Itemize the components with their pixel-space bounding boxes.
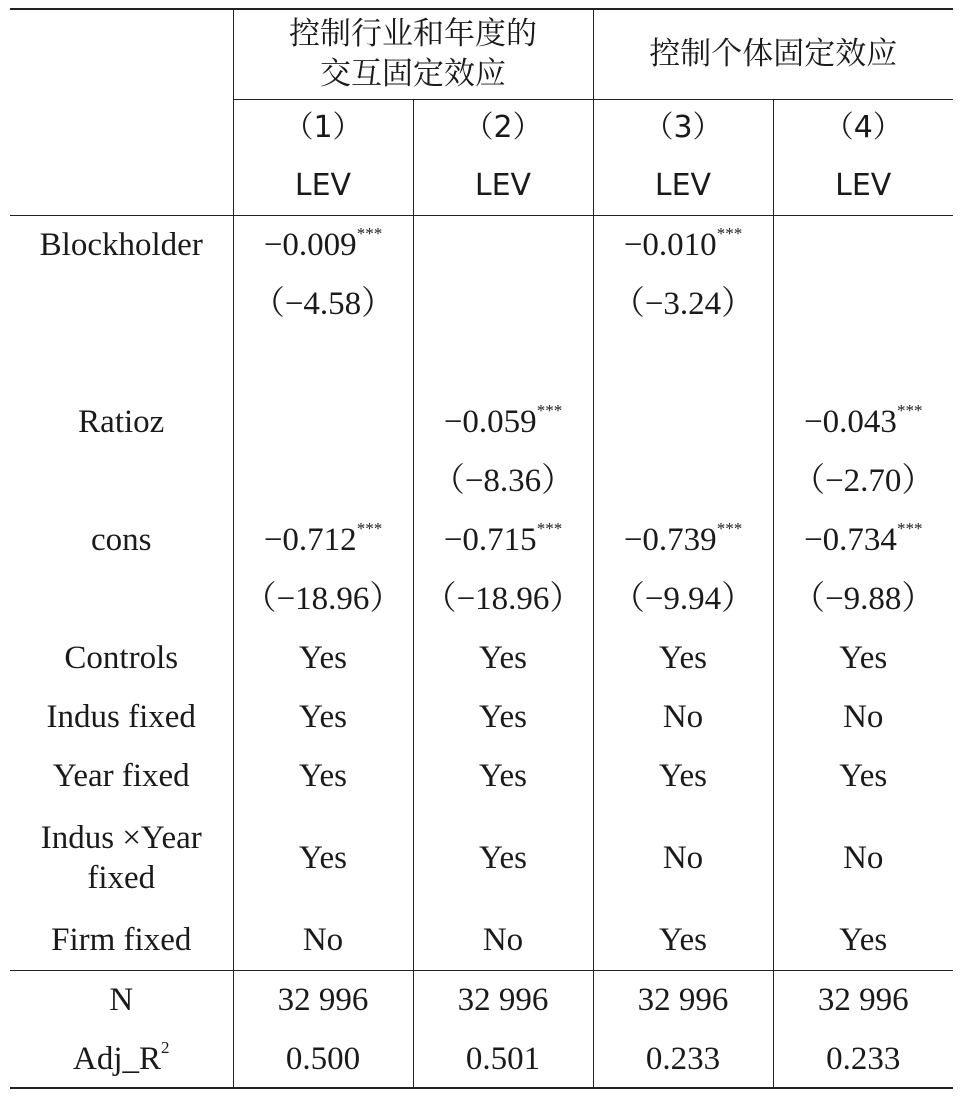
cell: −0.734***	[773, 510, 953, 569]
table-row	[10, 274, 953, 333]
cell: Yes	[773, 911, 953, 970]
column-header-1: （1）	[233, 99, 413, 157]
cell: Yes	[413, 805, 593, 911]
cell: （−9.88）	[773, 569, 953, 628]
table-row	[10, 1030, 953, 1088]
cell: （−9.94）	[593, 569, 773, 628]
row-label-controls: Controls	[64, 639, 179, 676]
cell: 0.233	[593, 1030, 773, 1088]
cell: （−8.36）	[413, 451, 593, 510]
cell: Yes	[593, 628, 773, 687]
header-group-1-line2: 交互固定效应	[320, 56, 506, 93]
header-group-1	[233, 9, 593, 99]
cell: −0.010***	[593, 215, 773, 274]
table-row	[10, 569, 953, 628]
row-label-blockholder: Blockholder	[39, 226, 203, 263]
cell: Yes	[593, 746, 773, 805]
table-row	[10, 970, 953, 1030]
row-label-year-fixed: Year fixed	[52, 757, 190, 794]
header-group-row	[10, 9, 953, 99]
cell: Yes	[773, 746, 953, 805]
spacer-row	[10, 333, 953, 392]
table-row	[10, 215, 953, 274]
depvar-4: LEV	[773, 157, 953, 215]
cell: Yes	[233, 746, 413, 805]
cell: Yes	[233, 805, 413, 911]
cell	[233, 451, 413, 510]
cell	[773, 215, 953, 274]
cell: 32 996	[593, 970, 773, 1030]
row-label-n: N	[109, 982, 134, 1019]
cell: Yes	[233, 687, 413, 746]
cell: Yes	[233, 628, 413, 687]
cell: No	[773, 687, 953, 746]
depvar-3: LEV	[593, 157, 773, 215]
table-row	[10, 392, 953, 451]
row-label-ratioz: Ratioz	[78, 403, 165, 440]
cell	[773, 274, 953, 333]
cell: 32 996	[773, 970, 953, 1030]
row-label-cons: cons	[91, 521, 152, 558]
cell: 0.500	[233, 1030, 413, 1088]
cell	[413, 215, 593, 274]
cell: 32 996	[233, 970, 413, 1030]
table-row	[10, 628, 953, 687]
cell: （−18.96）	[413, 569, 593, 628]
header-columns-row	[10, 99, 953, 157]
column-header-4: （4）	[773, 99, 953, 157]
cell: No	[593, 805, 773, 911]
cell: −0.715***	[413, 510, 593, 569]
cell: 0.233	[773, 1030, 953, 1088]
cell: Yes	[413, 628, 593, 687]
column-header-2: （2）	[413, 99, 593, 157]
cell: Yes	[413, 687, 593, 746]
cell: （−3.24）	[593, 274, 773, 333]
cell: −0.059***	[413, 392, 593, 451]
cell: Yes	[773, 628, 953, 687]
column-header-3: （3）	[593, 99, 773, 157]
cell	[413, 274, 593, 333]
cell: 32 996	[413, 970, 593, 1030]
cell: Yes	[593, 911, 773, 970]
cell: （−18.96）	[233, 569, 413, 628]
cell: （−4.58）	[233, 274, 413, 333]
cell: −0.739***	[593, 510, 773, 569]
cell: Yes	[413, 746, 593, 805]
cell: No	[233, 911, 413, 970]
cell: −0.712***	[233, 510, 413, 569]
table-row	[10, 451, 953, 510]
cell: −0.043***	[773, 392, 953, 451]
row-label-firm-fixed: Firm fixed	[10, 911, 233, 970]
cell: No	[773, 805, 953, 911]
row-label-indus-fixed: Indus fixed	[46, 698, 196, 735]
header-depvar-row	[10, 157, 953, 215]
cell: 0.501	[413, 1030, 593, 1088]
row-label-indus-year-fixed: Indus ×Year fixed	[40, 820, 202, 896]
cell: −0.009***	[233, 215, 413, 274]
table-row	[10, 746, 953, 805]
header-group-1-line1: 控制行业和年度的	[289, 16, 537, 53]
header-group-2: 控制个体固定效应	[593, 9, 953, 99]
header-corner	[10, 9, 233, 99]
depvar-1: LEV	[233, 157, 413, 215]
table-row	[10, 687, 953, 746]
row-label-adj-r2: $Adj\_R^2$	[10, 1030, 233, 1088]
cell: No	[413, 911, 593, 970]
table-row	[10, 911, 953, 970]
table-row	[10, 805, 953, 911]
cell	[593, 392, 773, 451]
cell	[593, 451, 773, 510]
cell: No	[593, 687, 773, 746]
table-row	[10, 510, 953, 569]
cell	[233, 392, 413, 451]
depvar-2: LEV	[413, 157, 593, 215]
cell: （−2.70）	[773, 451, 953, 510]
regression-table	[10, 8, 953, 1089]
